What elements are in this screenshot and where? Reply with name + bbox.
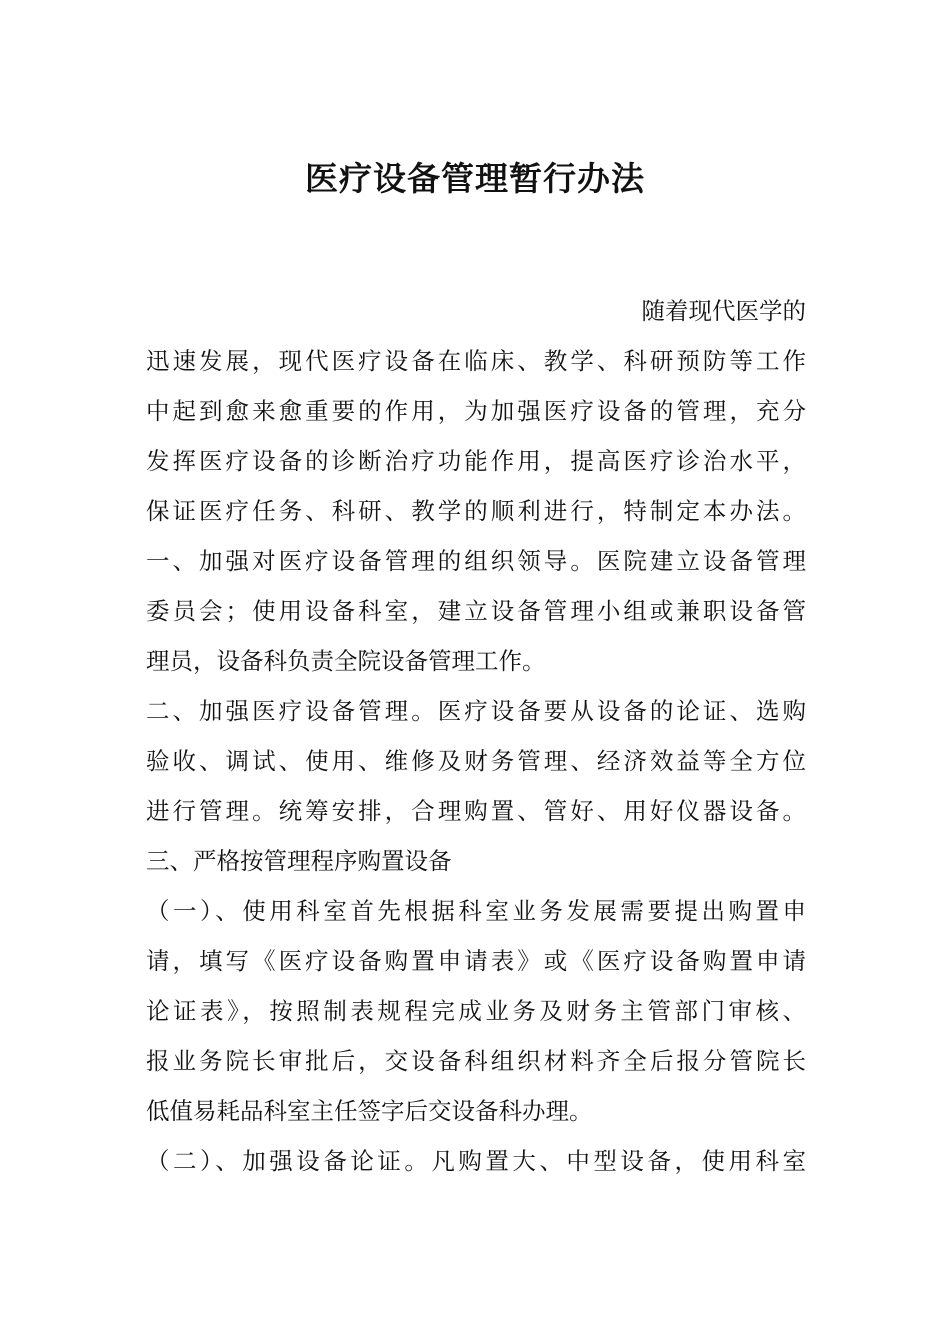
text-line: 理员，设备科负责全院设备管理工作。 [146,647,546,675]
text-line: 委员会；使用设备科室，建立设备管理小组或兼职设备管 [146,597,806,625]
text-line: 报业务院长审批后，交设备科组织材料齐全后报分管院长 [146,1047,806,1075]
text-line: 进行管理。统筹安排，合理购置、管好、用好仪器设备。 [146,797,806,825]
text-line: （二）、加强设备论证。凡购置大、中型设备，使用科室 [146,1147,806,1175]
text-line: 随着现代医学的 [641,297,806,325]
text-line: 迅速发展，现代医疗设备在临床、教学、科研预防等工作 [146,347,806,375]
text-line: 三、严格按管理程序购置设备 [146,847,452,875]
text-line: 请，填写《医疗设备购置申请表》或《医疗设备购置申请 [146,947,806,975]
text-line: 一、加强对医疗设备管理的组织领导。医院建立设备管理 [146,547,806,575]
text-line: 中起到愈来愈重要的作用，为加强医疗设备的管理，充分 [146,397,806,425]
text-line: 保证医疗任务、科研、教学的顺利进行，特制定本办法。 [146,497,806,525]
text-line: 论证表》，按照制表规程完成业务及财务主管部门审核、 [146,997,806,1025]
text-line: 验收、调试、使用、维修及财务管理、经济效益等全方位 [146,747,806,775]
document-title: 医疗设备管理暂行办法 [305,159,645,198]
text-line: 发挥医疗设备的诊断治疗功能作用，提高医疗诊治水平， [146,447,806,475]
document-body [146,286,806,1186]
text-line: 低值易耗品科室主任签字后交设备科办理。 [146,1097,593,1125]
text-line: 二、加强医疗设备管理。医疗设备要从设备的论证、选购 [146,697,806,725]
text-line: （一）、使用科室首先根据科室业务发展需要提出购置申 [146,897,806,925]
